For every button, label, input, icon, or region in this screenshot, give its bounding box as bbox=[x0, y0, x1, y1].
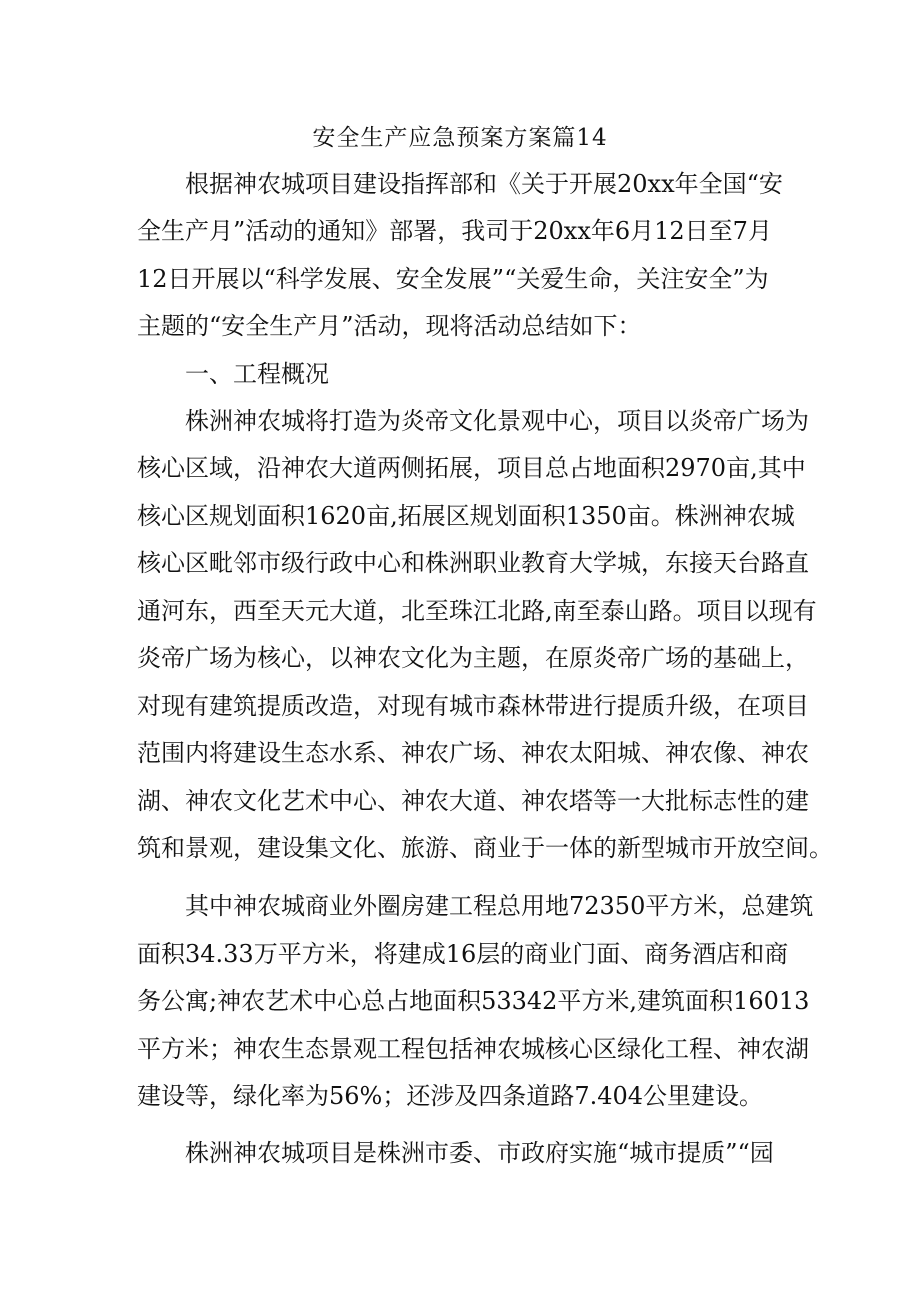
section-heading: 一、工程概况 bbox=[185, 360, 329, 388]
paragraph-line: 株洲神农城项目是株洲市委、市政府实施“城市提质”“园 bbox=[185, 1139, 774, 1167]
paragraph-line: 核心区域，沿神农大道两侧拓展，项目总占地面积2970亩,其中 bbox=[137, 454, 806, 482]
paragraph-line: 对现有建筑提质改造，对现有城市森林带进行提质升级，在项目 bbox=[137, 692, 809, 720]
paragraph-line: 主题的“安全生产月”活动，现将活动总结如下： bbox=[137, 312, 642, 340]
document-title: 安全生产应急预案方案篇14 bbox=[312, 125, 608, 151]
paragraph-line: 务公寓;神农艺术中心总占地面积53342平方米,建筑面积16013 bbox=[137, 987, 810, 1015]
paragraph-line: 筑和景观，建设集文化、旅游、商业于一体的新型城市开放空间。 bbox=[137, 834, 833, 862]
paragraph-line: 核心区毗邻市级行政中心和株洲职业教育大学城，东接天台路直 bbox=[137, 549, 809, 577]
paragraph-line: 通河东，西至天元大道，北至珠江北路,南至泰山路。项目以现有 bbox=[137, 597, 817, 625]
paragraph-line: 根据神农城项目建设指挥部和《关于开展20xx年全国“安 bbox=[185, 170, 783, 198]
paragraph-line: 核心区规划面积1620亩,拓展区规划面积1350亩。株洲神农城 bbox=[137, 502, 795, 530]
paragraph-line: 12日开展以“科学发展、安全发展”“关爱生命，关注安全”为 bbox=[137, 265, 769, 293]
paragraph-line: 全生产月”活动的通知》部署，我司于20xx年6月12日至7月 bbox=[137, 217, 772, 245]
paragraph-line: 范围内将建设生态水系、神农广场、神农太阳城、神农像、神农 bbox=[137, 739, 809, 767]
paragraph-line: 炎帝广场为核心，以神农文化为主题，在原炎帝广场的基础上， bbox=[137, 644, 809, 672]
paragraph-line: 湖、神农文化艺术中心、神农大道、神农塔等一大批标志性的建 bbox=[137, 787, 809, 815]
paragraph-line: 其中神农城商业外圈房建工程总用地72350平方米，总建筑 bbox=[185, 892, 814, 920]
paragraph-line: 株洲神农城将打造为炎帝文化景观中心，项目以炎帝广场为 bbox=[185, 407, 809, 435]
paragraph-line: 面积34.33万平方米，将建成16层的商业门面、商务酒店和商 bbox=[137, 940, 789, 968]
paragraph-line: 平方米；神农生态景观工程包括神农城核心区绿化工程、神农湖 bbox=[137, 1035, 809, 1063]
paragraph-line: 建设等，绿化率为56%；还涉及四条道路7.404公里建设。 bbox=[137, 1082, 764, 1110]
